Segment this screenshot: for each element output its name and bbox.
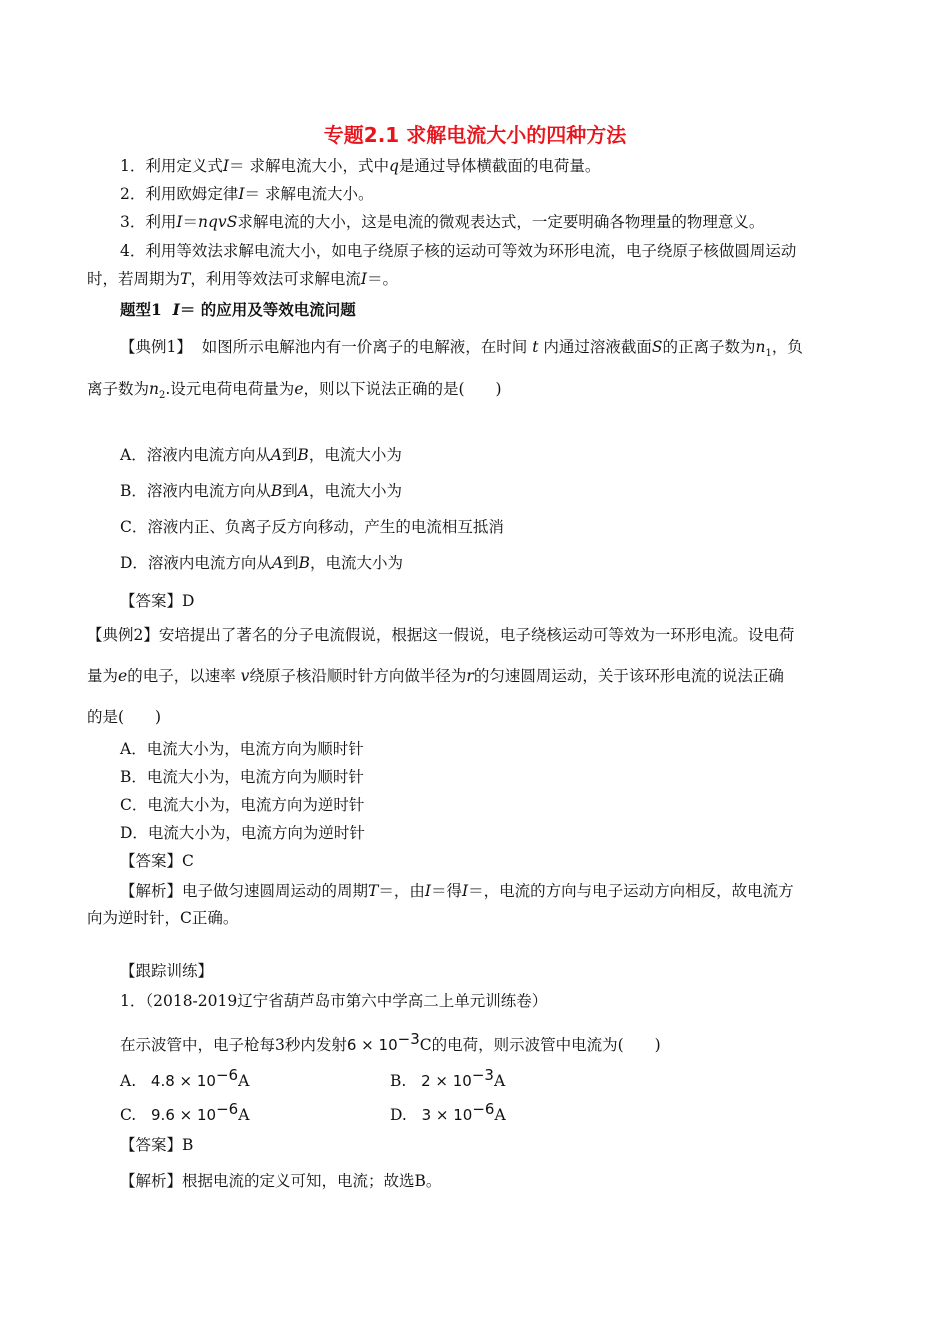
- example-2-option-b: B．电流大小为，电流方向为顺时针: [120, 768, 364, 786]
- example-2-line1: 【典例2】安培提出了著名的分子电流假说，根据这一假说，电子绕核运动可等效为一环形电流。设电荷: [87, 626, 795, 644]
- practice-option-a: A. $4.8 \times 10^{-6}A$: [120, 1066, 250, 1091]
- example-2-line3: 的是( ): [87, 708, 162, 726]
- method-3: 3．利用I＝nqvS求解电流的大小，这是电流的微观表达式，一定要明确各物理量的物理意义。: [120, 213, 765, 231]
- example-1-option-a: A．溶液内电流方向从A到B，电流大小为: [120, 446, 402, 464]
- type-1-heading: 题型1 I＝ 的应用及等效电流问题: [120, 300, 356, 319]
- example-1-option-b: B．溶液内电流方向从B到A，电流大小为: [120, 482, 403, 500]
- example-1-answer: 【答案】D: [120, 592, 195, 610]
- example-2-answer: 【答案】C: [120, 852, 194, 870]
- practice-option-c: C. $9.6 \times 10^{-6}A$: [120, 1100, 250, 1125]
- example-1-line1: 【典例1】 如图所示电解池内有一价离子的电解液，在时间 t 内通过溶液截面S的正离子数为$n_1$，负: [120, 338, 803, 360]
- method-1: 1．利用定义式I＝ 求解电流大小，式中q是通过导体横截面的电荷量。: [120, 157, 601, 175]
- practice-heading: 【跟踪训练】: [120, 962, 214, 980]
- example-2-option-a: A．电流大小为，电流方向为顺时针: [120, 740, 364, 758]
- example-1-option-d: D．溶液内电流方向从A到B，电流大小为: [120, 554, 404, 572]
- example-2-option-d: D．电流大小为，电流方向为逆时针: [120, 824, 365, 842]
- practice-option-b: B. $2 \times 10^{-3}A$: [390, 1066, 506, 1091]
- practice-option-d: D. $3 \times 10^{-6}A$: [390, 1100, 506, 1125]
- practice-analysis: 【解析】根据电流的定义可知，电流；故选B。: [120, 1172, 442, 1190]
- practice-answer: 【答案】B: [120, 1136, 194, 1154]
- method-4-line2: 时，若周期为T，利用等效法可求解电流I＝。: [87, 270, 399, 288]
- example-2-option-c: C．电流大小为，电流方向为逆时针: [120, 796, 365, 814]
- method-4-line1: 4．利用等效法求解电流大小，如电子绕原子核的运动可等效为环形电流，电子绕原子核做圆周运动: [120, 242, 797, 260]
- example-2-analysis-line1: 【解析】电子做匀速圆周运动的周期T＝，由I＝得I＝，电流的方向与电子运动方向相反，故电流方: [120, 882, 794, 900]
- practice-q1-source: 1．（2018-2019辽宁省葫芦岛市第六中学高二上单元训练卷）: [120, 992, 548, 1010]
- method-2: 2．利用欧姆定律I＝ 求解电流大小。: [120, 185, 374, 203]
- example-1-option-c: C．溶液内正、负离子反方向移动，产生的电流相互抵消: [120, 518, 504, 536]
- page-title: 专题2.1 求解电流大小的四种方法: [323, 123, 627, 147]
- example-2-line2: 量为e的电子，以速率 v绕原子核沿顺时针方向做半径为r的匀速圆周运动，关于该环形电流的说法正确: [87, 667, 784, 685]
- example-1-line2: 离子数为$n_2$.设元电荷电荷量为e，则以下说法正确的是( ): [87, 380, 502, 402]
- practice-q1-stem: 在示波管中，电子枪每3秒内发射$6 \times 10^{-3}C$的电荷，则示波管中电流为( ): [120, 1030, 661, 1055]
- example-2-analysis-line2: 向为逆时针，C正确。: [87, 909, 239, 927]
